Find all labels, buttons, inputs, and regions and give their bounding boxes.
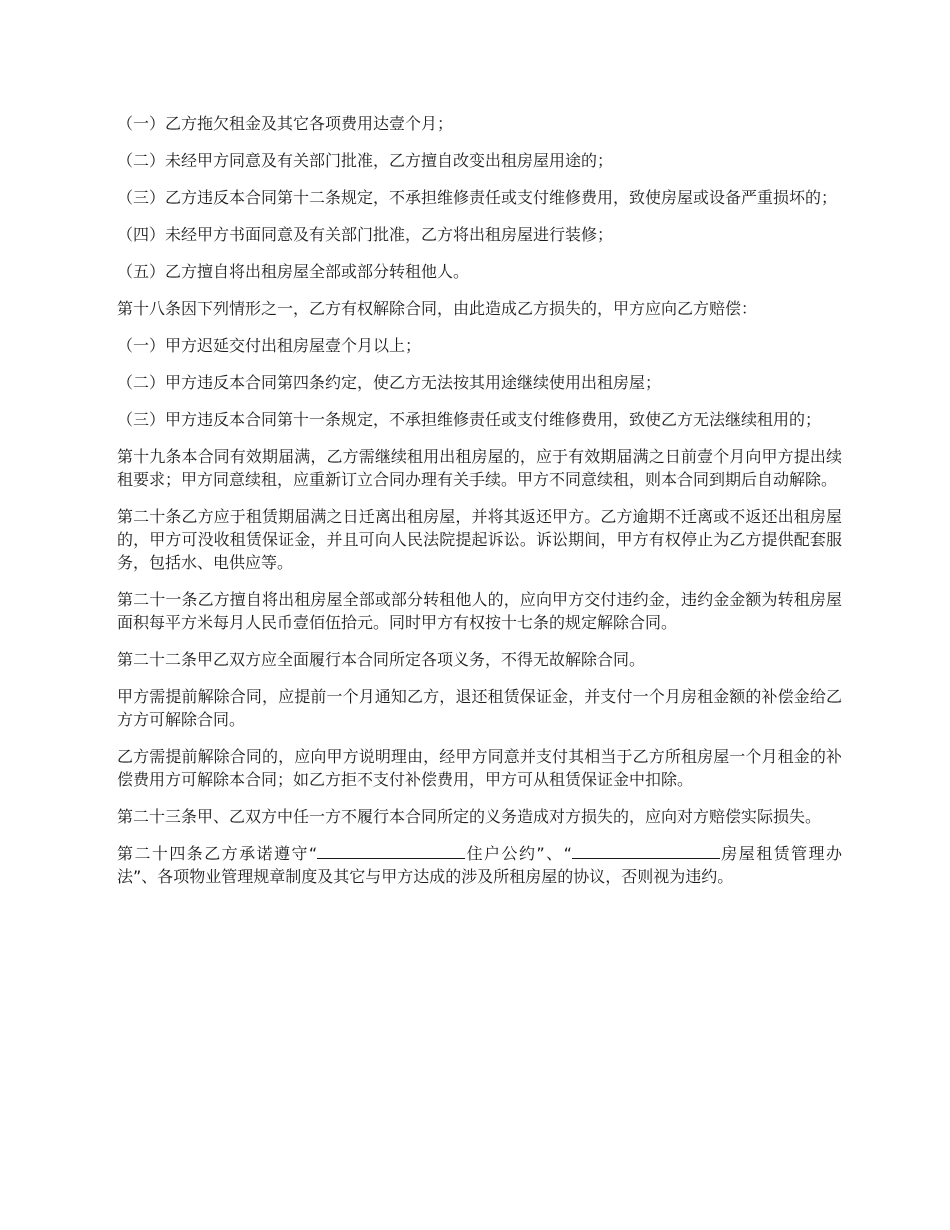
article-24-text-1: 第二十四条乙方承诺遵守“ xyxy=(117,844,318,863)
article-24 xyxy=(117,842,842,888)
article-18: 第十八条因下列情形之一，乙方有权解除合同，由此造成乙方损失的，甲方应向乙方赔偿： xyxy=(117,299,758,318)
article-22-party-a: 甲方需提前解除合同，应提前一个月通知乙方，退还租赁保证金，并支付一个月房租金额的补偿金给乙方方可解除合同。 xyxy=(117,687,842,729)
clause-item-5: （五）乙方擅自将出租房屋全部或部分转租他人。 xyxy=(117,262,470,281)
article-19: 第十九条本合同有效期届满，乙方需继续租用出租房屋的，应于有效期届满之日前壹个月向甲方提出续租要求；甲方同意续租，应重新订立合同办理有关手续。甲方不同意续租，则本合同到期后自动解除。 xyxy=(117,447,842,489)
blank-line-2 xyxy=(572,842,720,859)
article-20: 第二十条乙方应于租赁期届满之日迁离出租房屋，并将其返还甲方。乙方逾期不迁离或不返还出租房屋的，甲方可没收租赁保证金，并且可向人民法院提起诉讼。诉讼期间，甲方有权停止为乙方提供配套服务，包括水、电供应等。 xyxy=(117,507,842,572)
article-22-party-b: 乙方需提前解除合同的，应向甲方说明理由，经甲方同意并支付其相当于乙方所租房屋一个月租金的补偿费用方可解除本合同；如乙方拒不支付补偿费用，甲方可从租赁保证金中扣除。 xyxy=(117,747,842,789)
article-18-item-2: （二）甲方违反本合同第四条约定，使乙方无法按其用途继续使用出租房屋； xyxy=(117,373,662,392)
article-24-text-3: 房屋租赁管理办法”、各项物业管理规章制度及其它与甲方达成的涉及所租房屋的协议，否则视为违约。 xyxy=(117,844,842,886)
article-23: 第二十三条甲、乙双方中任一方不履行本合同所定的义务造成对方损失的，应向对方赔偿实际损失。 xyxy=(117,807,822,826)
article-18-item-1: （一）甲方迟延交付出租房屋壹个月以上； xyxy=(117,336,422,355)
clause-item-4: （四）未经甲方书面同意及有关部门批准，乙方将出租房屋进行装修； xyxy=(117,225,614,244)
document-body xyxy=(117,112,842,902)
blank-line-1 xyxy=(317,842,465,859)
article-21: 第二十一条乙方擅自将出租房屋全部或部分转租他人的，应向甲方交付违约金，违约金金额为转租房屋面积每平方米每月人民币壹佰伍拾元。同时甲方有权按十七条的规定解除合同。 xyxy=(117,590,842,632)
clause-item-1: （一）乙方拖欠租金及其它各项费用达壹个月； xyxy=(117,114,454,133)
clause-item-2: （二）未经甲方同意及有关部门批准，乙方擅自改变出租房屋用途的； xyxy=(117,151,614,170)
article-22: 第二十二条甲乙双方应全面履行本合同所定各项义务，不得无故解除合同。 xyxy=(117,650,646,669)
clause-item-3: （三）乙方违反本合同第十二条规定，不承担维修责任或支付维修费用，致使房屋或设备严重损坏的； xyxy=(117,188,838,207)
article-18-item-3: （三）甲方违反本合同第十一条规定，不承担维修责任或支付维修费用，致使乙方无法继续租用的； xyxy=(117,410,822,429)
article-24-text-2: 住户公约”、“ xyxy=(465,844,572,863)
